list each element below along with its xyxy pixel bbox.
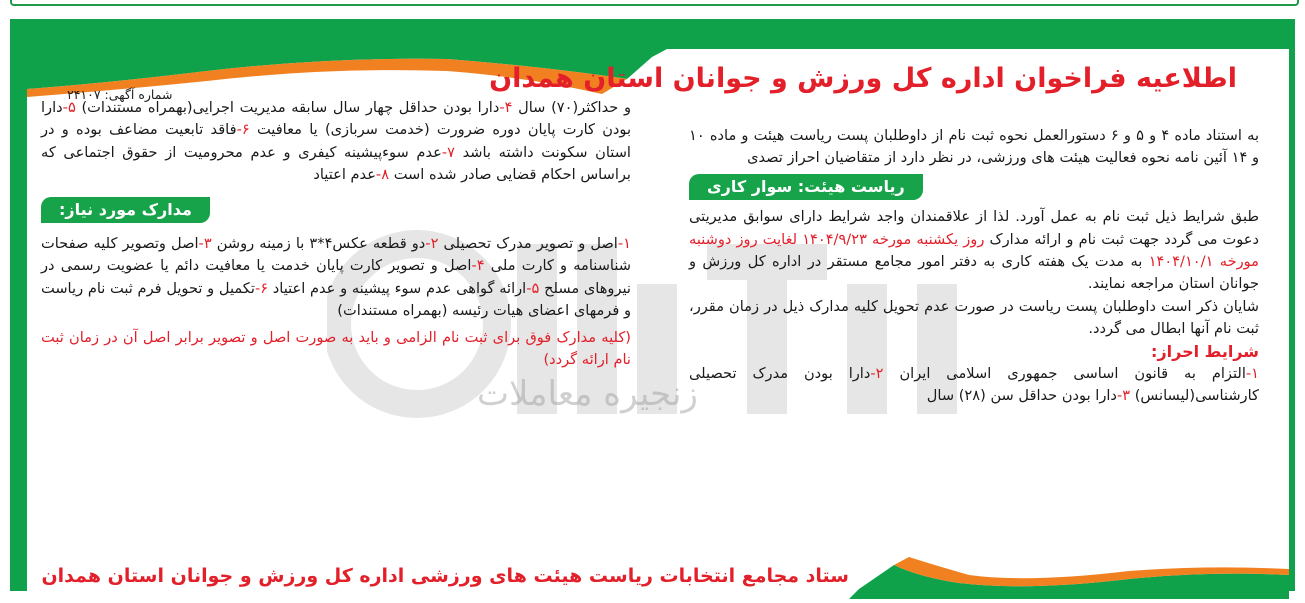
- decorative-wave-bottom: [849, 547, 1289, 599]
- left-column: [41, 97, 631, 371]
- condition-text: و حداکثر(۷۰) سال: [518, 99, 631, 116]
- conditions-heading: شرایط احراز:: [1151, 341, 1259, 361]
- condition-number: ۵-: [62, 99, 76, 116]
- document-text: تکمیل و تحویل فرم ثبت نام ریاست و فرمهای اعضای هیات رئیسه (بهمراه مستندات): [41, 279, 631, 320]
- condition-number: ۱-: [1245, 365, 1260, 383]
- condition-number: ۷-: [441, 143, 455, 161]
- documents-list: [41, 233, 631, 323]
- document-number: ۳-: [198, 235, 212, 253]
- notice-title: اطلاعیه فراخوان اداره کل ورزش و جوانان استان همدان: [489, 63, 1237, 94]
- ad-frame: [10, 19, 1295, 591]
- document-number: ۶-: [254, 279, 269, 297]
- registration-date-range: روز یکشنبه مورخه ۱۴۰۴/۹/۲۳ لغایت روز دوشنبه مورخه ۱۴۰۴/۱۰/۱: [689, 230, 1260, 271]
- footer-signature: ستاد مجامع انتخابات ریاست هیئت های ورزشی اداره کل ورزش و جوانان استان همدان: [41, 565, 849, 587]
- watermark-text: زنجیره معاملات: [477, 374, 698, 414]
- condition-text: التزام به قانون اساسی جمهوری اسلامی ایران: [899, 365, 1246, 383]
- section-badge-board-chair: ریاست هیئت: سوار کاری: [689, 174, 923, 200]
- registration-text-1: طبق شرایط ذیل ثبت نام به عمل آورد. لذا از علاقمندان واجد شرایط دارای سوابق مدیریتی دعوت می گردد جهت ثبت نام و ارائه مدارک: [689, 208, 1259, 248]
- condition-number: ۸-: [375, 166, 390, 184]
- document-text: اصل و تصویر کارت پایان خدمت یا معافیت دائم یا عضویت رسمی در نیروهای مسلح: [41, 257, 631, 297]
- document-text: ارائه گواهی عدم سوء پیشینه و عدم اعتیاد: [272, 279, 527, 297]
- condition-text: دارا بودن مدرک تحصیلی کارشناسی(لیسانس): [689, 365, 1259, 405]
- document-number: ۱-: [617, 235, 631, 253]
- conditions-list-start: [689, 363, 1259, 408]
- condition-text: عدم اعتیاد: [313, 166, 376, 184]
- registration-text-2: به مدت یک هفته کاری به دفتر امور مجامع مستقر در اداره کل ورزش و جوانان استان مراجعه نمایند.: [689, 253, 1259, 293]
- right-column: [689, 125, 1259, 408]
- condition-number: ۳-: [1116, 387, 1131, 405]
- document-number: ۵-: [526, 279, 540, 297]
- condition-number: ۶-: [236, 121, 250, 139]
- intro-paragraph: به استناد ماده ۴ و ۵ و ۶ دستورالعمل نحوه ثبت نام از داوطلبان پست ریاست هیئت و ماده ۱۰ و ۱۴ آئین نامه نحوه فعالیت هیئت های ورزشی، در نظر دارد از متقاضیان احراز تصدی: [689, 127, 1260, 167]
- registration-paragraph: [689, 206, 1259, 296]
- condition-text: دارا بودن حداقل سن (۲۸) سال: [926, 387, 1117, 405]
- condition-number: ۴-: [499, 99, 513, 116]
- condition-text: فاقد تابعیت مضاعف بوده و در استان سکونت داشته باشد: [41, 121, 631, 161]
- ad-number: شماره آگهی: ۲۴۱۰۷: [67, 87, 173, 102]
- top-border-strip: [10, 0, 1299, 6]
- document-text: اصل وتصویر کلیه صفحات شناسنامه و کارت ملی: [41, 235, 632, 275]
- condition-text: دارا بودن کارت پایان دوره ضرورت (خدمت سربازی) یا معافیت: [41, 99, 632, 139]
- condition-text: دارا بودن حداقل چهار سال سابقه مدیریت اجرایی(بهمراه مستندات): [81, 99, 500, 116]
- document-text: اصل و تصویر مدرک تحصیلی: [443, 235, 618, 253]
- documents-mandatory-note: (کلیه مدارک فوق برای ثبت نام الزامی و باید به صورت اصل و تصویر برابر اصل آن در زمان ثبت نام ارائه گردد): [41, 328, 631, 369]
- document-number: ۴-: [471, 257, 485, 275]
- section-badge-required-documents: مدارک مورد نیاز:: [41, 197, 210, 223]
- condition-number: ۲-: [870, 365, 884, 383]
- ad-content: [27, 49, 1289, 599]
- document-text: دو قطعه عکس۴*۳ با زمینه روشن: [216, 235, 426, 253]
- conditions-list-continued: [41, 97, 631, 187]
- cancellation-notice: شایان ذکر است داوطلبان پست ریاست در صورت عدم تحویل کلیه مدارک ذیل در زمان مقرر، ثبت نام آنها ابطال می گردد.: [689, 297, 1259, 338]
- document-number: ۲-: [425, 235, 439, 253]
- condition-text: عدم سوءپیشینه کیفری و عدم محرومیت از حقوق اجتماعی که براساس احکام قضایی صادر شده است: [41, 143, 631, 184]
